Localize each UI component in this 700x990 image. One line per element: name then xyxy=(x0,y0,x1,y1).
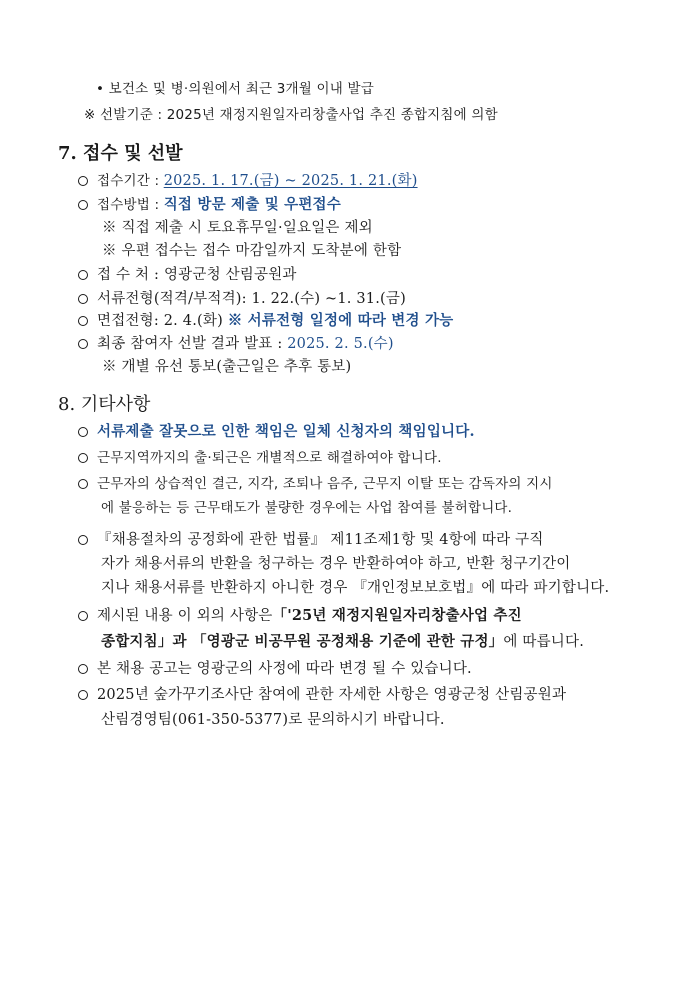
circle-bullet-icon xyxy=(78,427,88,437)
method-note-1: ※ 직접 제출 시 토요휴무일·일요일은 제외 xyxy=(102,220,373,236)
circle-bullet-icon xyxy=(78,479,88,489)
method-note-2: ※ 우편 접수는 접수 마감일까지 도착분에 한함 xyxy=(102,243,402,259)
misc-item-3: 근무자의 상습적인 결근, 지각, 조퇴나 음주, 근무지 이탈 또는 감독자의 지시 xyxy=(78,475,553,493)
misc-item-4-cont-1: 자가 채용서류의 반환을 청구하는 경우 반환하여야 하고, 반환 청구기간이 xyxy=(101,556,571,572)
misc-item-5-cont: 종합지침」과 「영광군 비공무원 공정채용 기준에 관한 규정」에 따릅니다. xyxy=(101,633,585,650)
misc-item-4-cont-2: 지나 채용서류를 반환하지 아니한 경우 『개인정보보호법』에 따라 파기합니다. xyxy=(101,580,610,596)
interview-note: ※ 서류전형 일정에 따라 변경 가능 xyxy=(227,312,454,329)
misc-item-6: 본 채용 공고는 영광군의 사정에 따라 변경 될 수 있습니다. xyxy=(78,660,472,678)
circle-bullet-icon xyxy=(78,176,88,186)
circle-bullet-icon xyxy=(78,611,88,621)
misc-item-5: 제시된 내용 이 외의 사항은「'25년 재정지원일자리창출사업 추진 xyxy=(78,607,522,625)
application-period-value: 2025. 1. 17.(금) ~ 2025. 1. 21.(화) xyxy=(163,173,418,189)
section-8-title: 8. 기타사항 xyxy=(58,394,151,415)
misc-item-2: 근무지역까지의 출·퇴근은 개별적으로 해결하여야 합니다. xyxy=(78,449,442,467)
document-screening: 서류전형(적격/부적격): 1. 22.(수) ~1. 31.(금) xyxy=(78,290,406,308)
circle-bullet-icon xyxy=(78,690,88,700)
misc-item-7-cont: 산림경영팀(061-350-5377)로 문의하시기 바랍니다. xyxy=(101,712,445,728)
circle-bullet-icon xyxy=(78,270,88,280)
final-announcement-date: 2025. 2. 5.(수) xyxy=(287,336,394,352)
circle-bullet-icon xyxy=(78,453,88,463)
interview-screening: 면접전형: 2. 4.(화) ※ 서류전형 일정에 따라 변경 가능 xyxy=(78,312,453,330)
circle-bullet-icon xyxy=(78,535,88,545)
misc-item-4: 『채용절차의 공정화에 관한 법률』 제11조제1항 및 4항에 따라 구직 xyxy=(78,531,544,549)
intro-bullet-line: • 보건소 및 병·의원에서 최근 3개월 이내 발급 xyxy=(96,81,374,97)
application-method: 접수방법 : 직접 방문 제출 및 우편접수 xyxy=(78,196,341,214)
misc-item-3-cont: 에 불응하는 등 근무태도가 불량한 경우에는 사업 참여를 불허합니다. xyxy=(101,500,513,516)
circle-bullet-icon xyxy=(78,316,88,326)
application-place: 접 수 처 : 영광군청 산림공원과 xyxy=(78,266,297,284)
circle-bullet-icon xyxy=(78,200,88,210)
section-7-title: 7. 접수 및 선발 xyxy=(58,143,183,164)
application-method-value: 직접 방문 제출 및 우편접수 xyxy=(163,196,341,213)
circle-bullet-icon xyxy=(78,664,88,674)
misc-item-1: 서류제출 잘못으로 인한 책임은 일체 신청자의 책임입니다. xyxy=(78,423,475,441)
circle-bullet-icon xyxy=(78,294,88,304)
final-note: ※ 개별 유선 통보(출근일은 추후 통보) xyxy=(102,359,352,375)
final-announcement: 최종 참여자 선발 결과 발표 : 2025. 2. 5.(수) xyxy=(78,335,394,353)
circle-bullet-icon xyxy=(78,339,88,349)
selection-criteria-note: ※ 선발기준 : 2025년 재정지원일자리창출사업 추진 종합지침에 의함 xyxy=(84,107,498,123)
misc-item-7: 2025년 숲가꾸기조사단 참여에 관한 자세한 사항은 영광군청 산림공원과 xyxy=(78,686,566,704)
application-period: 접수기간 : 2025. 1. 17.(금) ~ 2025. 1. 21.(화) xyxy=(78,172,418,190)
